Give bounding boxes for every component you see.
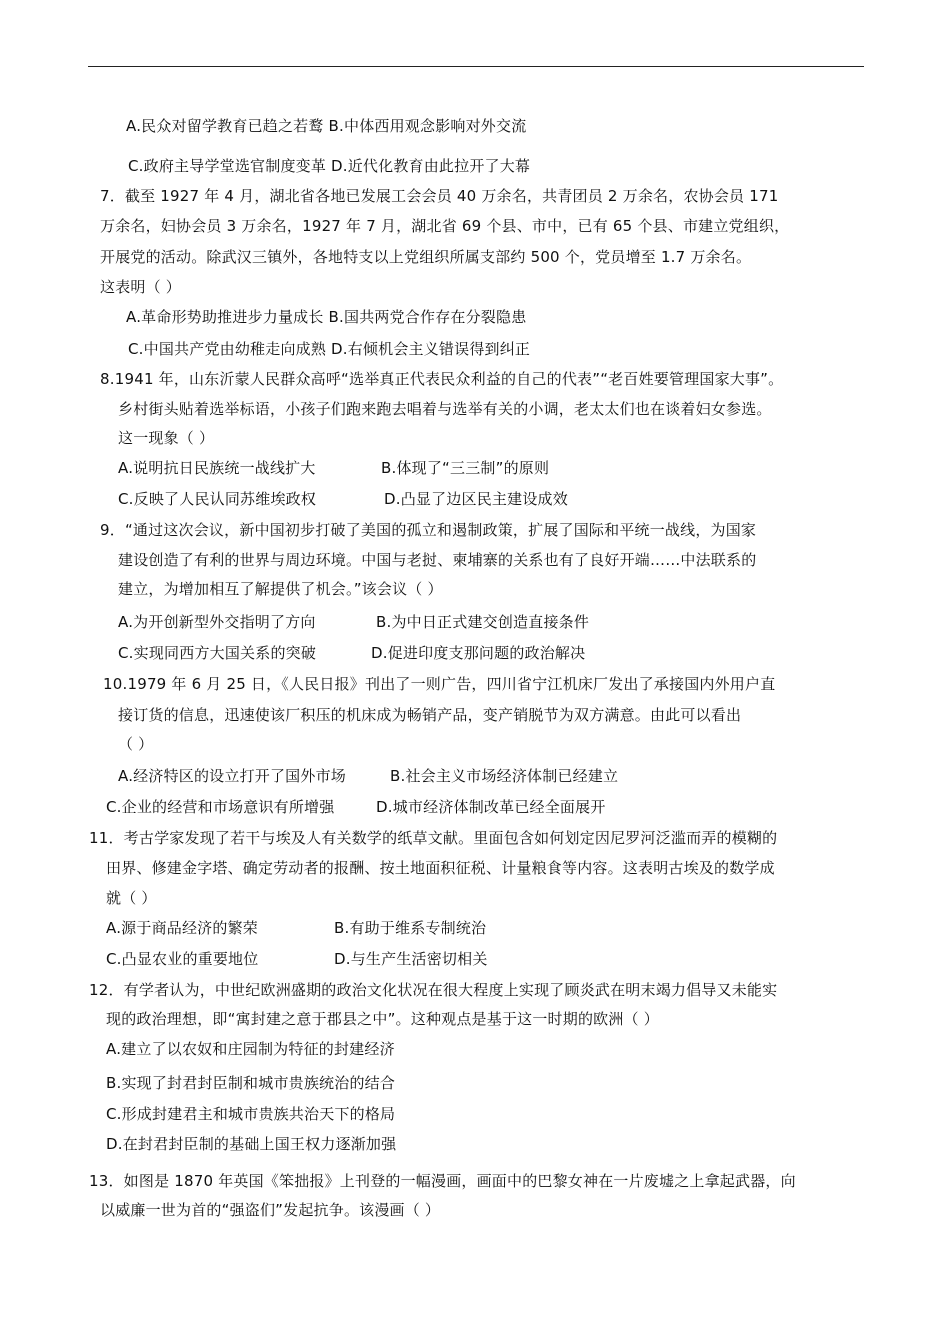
q9-stem-line-1: 9．“通过这次会议，新中国初步打破了美国的孤立和遏制政策，扩展了国际和平统一战线，为国家 xyxy=(100,521,757,539)
q13-stem-line-2: 以威廉一世为首的“强盗们”发起抗争。该漫画（ ） xyxy=(100,1201,441,1219)
q10-option-c: C.企业的经营和市场意识有所增强 xyxy=(106,798,335,816)
q7-stem-line-1: 7．截至 1927 年 4 月，湖北省各地已发展工会会员 40 万余名，共青团员 2 万余名，农协会员 171 xyxy=(100,187,779,205)
q10-option-b: B.社会主义市场经济体制已经建立 xyxy=(390,767,619,785)
q10-stem-line-1: 10.1979 年 6 月 25 日，《人民日报》刊出了一则广告，四川省宁江机床厂发出了承接国内外用户直 xyxy=(103,675,776,693)
q9-stem-line-2: 建设创造了有利的世界与周边环境。中国与老挝、柬埔寨的关系也有了良好开端……中法联系的 xyxy=(118,551,757,569)
q11-stem-line-1: 11．考古学家发现了若干与埃及人有关数学的纸草文献。里面包含如何划定因尼罗河泛滥而弄的模糊的 xyxy=(89,829,778,847)
q9-option-b: B.为中日正式建交创造直接条件 xyxy=(376,613,590,631)
q9-option-c: C.实现同西方大国关系的突破 xyxy=(118,644,317,662)
q11-option-c: C.凸显农业的重要地位 xyxy=(106,950,259,968)
q7-stem-line-4: 这表明（ ） xyxy=(100,278,181,296)
q11-option-d: D.与生产生活密切相关 xyxy=(334,950,488,968)
q12-option-d: D.在封君封臣制的基础上国王权力逐渐加强 xyxy=(106,1135,397,1153)
q9-option-d: D.促进印度支那问题的政治解决 xyxy=(371,644,586,662)
q10-option-d: D.城市经济体制改革已经全面展开 xyxy=(376,798,606,816)
header-rule xyxy=(88,66,864,67)
q11-stem-line-2: 田界、修建金字塔、确定劳动者的报酬、按土地面积征税、计量粮食等内容。这表明古埃及的数学成 xyxy=(106,859,775,877)
q9-stem-line-3: 建立，为增加相互了解提供了机会。”该会议（ ） xyxy=(118,580,443,598)
q12-option-a: A.建立了以农奴和庄园制为特征的封建经济 xyxy=(106,1040,395,1058)
q7-stem-line-3: 开展党的活动。除武汉三镇外，各地特支以上党组织所属支部约 500 个，党员增至 1.7 万余名。 xyxy=(100,248,752,266)
q12-stem-line-2: 现的政治理想，即“寓封建之意于郡县之中”。这种观点是基于这一时期的欧洲（ ） xyxy=(106,1010,659,1028)
q6-option-cd: C.政府主导学堂选官制度变革 D.近代化教育由此拉开了大幕 xyxy=(128,157,531,175)
q8-stem-line-1: 8.1941 年，山东沂蒙人民群众高呼“选举真正代表民众利益的自己的代表”“老百姓要管理国家大事”。 xyxy=(100,370,784,388)
q8-stem-line-3: 这一现象（ ） xyxy=(118,429,215,447)
q10-option-a: A.经济特区的设立打开了国外市场 xyxy=(118,767,346,785)
q11-option-a: A.源于商品经济的繁荣 xyxy=(106,919,258,937)
q8-stem-line-2: 乡村街头贴着选举标语，小孩子们跑来跑去唱着与选举有关的小调，老太太们也在谈着妇女参选。 xyxy=(118,400,772,418)
q11-option-b: B.有助于维系专制统治 xyxy=(334,919,487,937)
q11-stem-line-3: 就（ ） xyxy=(106,889,157,907)
q12-option-b: B.实现了封君封臣制和城市贵族统治的结合 xyxy=(106,1074,396,1092)
q9-option-a: A.为开创新型外交指明了方向 xyxy=(118,613,316,631)
q12-option-c: C.形成封建君主和城市贵族共治天下的格局 xyxy=(106,1105,396,1123)
q8-option-b: B.体现了“三三制”的原则 xyxy=(381,459,550,477)
q10-stem-line-3: （ ） xyxy=(118,735,154,753)
q8-option-a: A.说明抗日民族统一战线扩大 xyxy=(118,459,316,477)
q7-option-cd: C.中国共产党由幼稚走向成熟 D.右倾机会主义错误得到纠正 xyxy=(128,340,531,358)
q6-option-ab: A.民众对留学教育已趋之若鹜 B.中体西用观念影响对外交流 xyxy=(126,117,527,135)
q12-stem-line-1: 12．有学者认为，中世纪欧洲盛期的政治文化状况在很大程度上实现了顾炎武在明末竭力倡导又未能实 xyxy=(89,981,778,999)
q7-option-ab: A.革命形势助推进步力量成长 B.国共两党合作存在分裂隐患 xyxy=(126,308,527,326)
q8-option-c: C.反映了人民认同苏维埃政权 xyxy=(118,490,317,508)
q10-stem-line-2: 接订货的信息，迅速使该厂积压的机床成为畅销产品，变产销脱节为双方满意。由此可以看出 xyxy=(118,706,742,724)
q7-stem-line-2: 万余名，妇协会员 3 万余名，1927 年 7 月，湖北省 69 个县、市中，已有 65 个县、市建立党组织， xyxy=(100,217,790,235)
q8-option-d: D.凸显了边区民主建设成效 xyxy=(384,490,568,508)
q13-stem-line-1: 13．如图是 1870 年英国《笨拙报》上刊登的一幅漫画，画面中的巴黎女神在一片废墟之上拿起武器，向 xyxy=(89,1172,796,1190)
